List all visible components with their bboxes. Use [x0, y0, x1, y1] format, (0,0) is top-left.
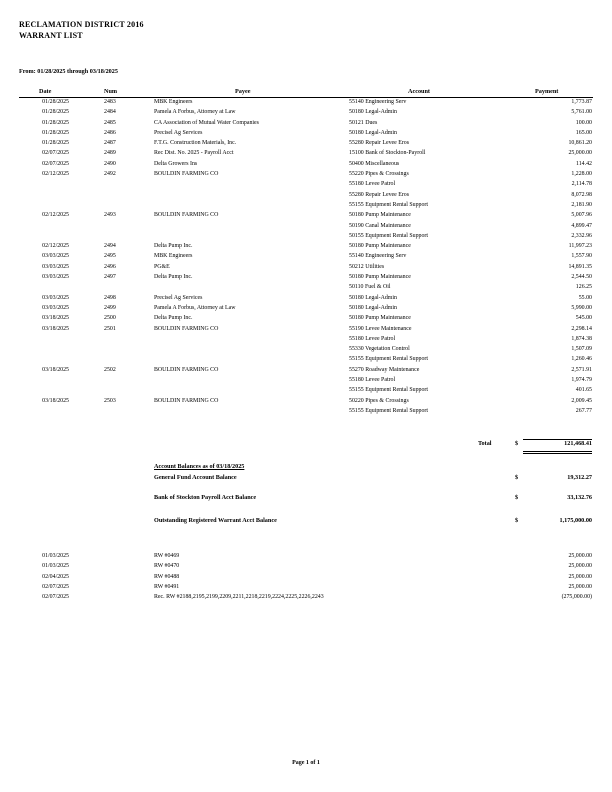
row-payment: 5,007.96 [571, 212, 592, 219]
row-num: 2497 [104, 274, 116, 281]
table-row [0, 396, 612, 406]
row-date: 03/03/2025 [42, 274, 69, 281]
outstanding-balance-currency: $ [515, 517, 519, 524]
row-account: 50180 Pump Maintenance [349, 243, 411, 250]
row-account: 50180 Legal-Admin [349, 109, 397, 116]
general-balance-currency: $ [515, 474, 519, 481]
payroll-balance-row [0, 494, 612, 504]
row-num: 2483 [104, 99, 116, 105]
row-payment: 545.00 [575, 315, 592, 322]
row-account: 55155 Equipment Rental Support [349, 201, 429, 208]
outstanding-value: 25,000.00 [568, 573, 592, 580]
row-payee: Pamela A Forbus, Attorney at Law [154, 304, 236, 311]
row-date: 02/12/2025 [42, 212, 69, 219]
table-row [0, 179, 612, 189]
total-label: Total [478, 440, 492, 447]
col-payment: Payment [535, 88, 559, 95]
row-num: 2487 [104, 140, 116, 147]
outstanding-date: 02/07/2025 [42, 583, 69, 590]
row-num: 2489 [104, 150, 116, 157]
row-payment: 1,974.79 [571, 377, 592, 384]
outstanding-desc: RW #0488 [154, 573, 180, 580]
total-value: 121,468.41 [564, 440, 592, 447]
table-row [0, 148, 612, 158]
row-date: 01/28/2025 [42, 129, 69, 136]
row-account: 55180 Levee Patrol [349, 377, 396, 384]
balances-title: Account Balances as of 03/18/2025 [154, 463, 245, 470]
col-payee: Payee [235, 88, 251, 95]
row-num: 2490 [104, 160, 116, 167]
row-payment: 2,544.50 [571, 274, 592, 281]
row-payment: 401.65 [575, 387, 592, 394]
table-row [0, 138, 612, 148]
row-date: 02/12/2025 [42, 171, 69, 178]
row-payment: 10,861.20 [568, 140, 592, 147]
row-payment: 1,228.00 [571, 171, 592, 178]
outstanding-balance-row [0, 517, 612, 527]
outstanding-value: 25,000.00 [568, 563, 592, 570]
row-num: 2496 [104, 263, 116, 270]
col-date: Date [39, 88, 52, 95]
row-payee: BOULDIN FARMING CO [154, 212, 219, 219]
row-account: 55220 Pipes & Crossings [349, 171, 409, 178]
row-account: 15100 Bank of Stockton-Payroll [349, 150, 426, 157]
outstanding-desc: RW #0469 [154, 553, 180, 559]
row-payee: MBK Engineers [154, 253, 193, 260]
row-payment: 114.42 [576, 160, 592, 167]
row-num: 2500 [104, 315, 116, 322]
table-row [0, 159, 612, 169]
row-account: 50180 Pump Maintenance [349, 315, 411, 322]
row-payment: 5,761.00 [571, 109, 592, 116]
row-payment: 1,773.87 [571, 99, 592, 105]
row-payment: 1,260.46 [571, 356, 592, 363]
row-payee: BOULDIN FARMING CO [154, 397, 219, 404]
payroll-balance-value: 33,132.76 [567, 494, 592, 501]
row-account: 55155 Equipment Rental Support [349, 407, 429, 414]
row-date: 01/28/2025 [42, 140, 69, 147]
outstanding-date: 02/07/2025 [42, 594, 69, 601]
outstanding-value: 25,000.00 [568, 583, 592, 590]
row-account: 55280 Repair Levee Eros [349, 191, 410, 198]
row-num: 2494 [104, 243, 116, 250]
outstanding-value: (275,000.00) [561, 594, 592, 601]
row-account: 50180 Pump Maintenance [349, 274, 411, 281]
col-account: Account [408, 88, 430, 95]
payroll-balance-currency: $ [515, 494, 519, 501]
row-payment: 1,507.09 [571, 346, 592, 353]
date-range: From: 01/28/2025 through 03/18/2025 [19, 68, 118, 75]
row-account: 50110 Fuel & Oil [349, 284, 391, 291]
row-payment: 267.77 [575, 407, 592, 414]
row-payee: CA Association of Mutual Water Companies [154, 119, 259, 126]
general-balance-label: General Fund Account Balance [154, 474, 237, 481]
table-row [0, 200, 612, 210]
row-payee: Pamela A Forbus, Attorney at Law [154, 109, 236, 116]
general-balance-value: 19,312.27 [567, 474, 592, 481]
row-payee: Precisel Ag Services [154, 129, 203, 136]
row-num: 2495 [104, 253, 116, 260]
row-payment: 1,557.90 [571, 253, 592, 260]
document-title: WARRANT LIST [19, 31, 83, 40]
row-account: 55180 Levee Patrol [349, 335, 396, 342]
general-balance-row [0, 474, 612, 484]
page-number: Page 1 of 1 [292, 760, 320, 766]
table-row [0, 313, 612, 323]
row-account: 50180 Legal-Admin [349, 294, 397, 301]
row-date: 01/28/2025 [42, 109, 69, 116]
row-account: 55180 Levee Patrol [349, 181, 396, 188]
col-num: Num [104, 88, 118, 95]
outstanding-row [0, 582, 612, 592]
table-row [0, 365, 612, 375]
row-account: 50212 Utilities [349, 263, 385, 270]
row-date: 02/07/2025 [42, 150, 69, 157]
row-payee: MBK Engineers [154, 99, 193, 105]
outstanding-row [0, 572, 612, 582]
table-row [0, 97, 612, 107]
row-num: 2502 [104, 366, 116, 373]
row-payee: Delta Pump Inc. [154, 315, 193, 322]
row-date: 03/03/2025 [42, 253, 69, 260]
payroll-balance-label: Bank of Stockton Payroll Acct Balance [154, 494, 257, 501]
outstanding-balance-label: Outstanding Registered Warrant Acct Balance [154, 517, 277, 524]
row-date: 01/28/2025 [42, 99, 69, 105]
row-account: 50190 Canal Maintenance [349, 222, 411, 229]
row-account: 55270 Roadway Maintenance [349, 366, 420, 373]
row-payee: Delta Pump Inc. [154, 274, 193, 281]
row-payee: BOULDIN FARMING CO [154, 366, 219, 373]
row-account: 55330 Vegetation Control [349, 346, 410, 353]
table-row [0, 375, 612, 385]
outstanding-warrant-list [0, 551, 612, 602]
warrant-table [0, 97, 612, 416]
row-date: 03/03/2025 [42, 294, 69, 301]
table-row [0, 334, 612, 344]
total-currency: $ [515, 440, 519, 447]
row-payment: 55.00 [578, 294, 592, 301]
row-payment: 2,332.96 [571, 232, 592, 239]
row-payment: 5,990.00 [571, 304, 592, 311]
table-row [0, 128, 612, 138]
table-row [0, 272, 612, 282]
row-payment: 2,298.14 [571, 325, 592, 332]
outstanding-date: 01/03/2025 [42, 563, 69, 570]
row-payee: F.T.G. Construction Materials, Inc. [154, 140, 237, 147]
row-account: 55140 Engineering Serv [349, 99, 407, 105]
row-payment: 2,571.91 [571, 366, 592, 373]
table-row [0, 303, 612, 313]
district-title: RECLAMATION DISTRICT 2016 [19, 20, 144, 29]
row-num: 2492 [104, 171, 116, 178]
row-payment: 165.00 [575, 129, 592, 136]
row-account: 50220 Pipes & Crossings [349, 397, 409, 404]
balances-title-row [0, 463, 612, 473]
table-row [0, 107, 612, 117]
row-account: 50155 Equipment Rental Support [349, 232, 429, 239]
row-payee: Delta Pump Inc. [154, 243, 193, 250]
row-payment: 8,072.98 [571, 191, 592, 198]
row-date: 03/18/2025 [42, 315, 69, 322]
row-account: 55280 Repair Levee Eros [349, 140, 410, 147]
row-account: 50121 Dues [349, 119, 378, 126]
table-row [0, 324, 612, 334]
outstanding-date: 01/03/2025 [42, 553, 69, 559]
row-account: 55155 Equipment Rental Support [349, 356, 429, 363]
row-account: 55155 Equipment Rental Support [349, 387, 429, 394]
outstanding-row [0, 592, 612, 602]
table-row [0, 406, 612, 416]
row-payment: 11,997.23 [568, 243, 592, 250]
table-row [0, 210, 612, 220]
row-payment: 2,009.45 [571, 397, 592, 404]
table-row [0, 231, 612, 241]
total-double-rule [523, 451, 592, 454]
row-account: 50180 Pump Maintenance [349, 212, 411, 219]
table-row [0, 262, 612, 272]
row-payment: 2,114.78 [571, 181, 592, 188]
table-row [0, 118, 612, 128]
row-payment: 2,181.90 [571, 201, 592, 208]
row-account: 50180 Legal-Admin [349, 304, 397, 311]
table-row [0, 241, 612, 251]
row-date: 03/03/2025 [42, 304, 69, 311]
row-num: 2486 [104, 129, 116, 136]
row-date: 01/28/2025 [42, 119, 69, 126]
row-payee: BOULDIN FARMING CO [154, 171, 219, 178]
row-date: 03/18/2025 [42, 325, 69, 332]
row-date: 03/18/2025 [42, 366, 69, 373]
row-num: 2499 [104, 304, 116, 311]
table-row [0, 354, 612, 364]
row-num: 2501 [104, 325, 116, 332]
row-date: 02/07/2025 [42, 160, 69, 167]
row-payment: 14,891.35 [568, 263, 592, 270]
row-payment: 25,000.00 [568, 150, 592, 157]
outstanding-balance-value: 1,175,000.00 [559, 517, 592, 524]
outstanding-desc: RW #0491 [154, 583, 180, 590]
table-row [0, 190, 612, 200]
total-row [0, 440, 612, 450]
row-num: 2498 [104, 294, 116, 301]
table-row [0, 385, 612, 395]
outstanding-row [0, 551, 612, 561]
row-payment: 100.00 [575, 119, 592, 126]
row-payee: Precisel Ag Services [154, 294, 203, 301]
row-payee: PG&E [154, 263, 170, 270]
table-row [0, 251, 612, 261]
row-payee: Delta Growers Ins [154, 160, 198, 167]
row-num: 2493 [104, 212, 116, 219]
outstanding-date: 02/04/2025 [42, 573, 69, 580]
outstanding-desc: RW #0470 [154, 563, 180, 570]
outstanding-desc: Rec. RW #2188,2195,2199,2209,2211,2218,2219,2224,2225,2226,2243 [154, 594, 324, 601]
outstanding-value: 25,000.00 [568, 553, 592, 559]
table-row [0, 282, 612, 292]
outstanding-row [0, 561, 612, 571]
row-account: 55140 Engineering Serv [349, 253, 407, 260]
row-account: 50180 Legal-Admin [349, 129, 397, 136]
row-payment: 1,874.38 [571, 335, 592, 342]
row-num: 2503 [104, 397, 116, 404]
row-payee: BOULDIN FARMING CO [154, 325, 219, 332]
table-row [0, 221, 612, 231]
row-date: 03/18/2025 [42, 397, 69, 404]
table-row [0, 344, 612, 354]
row-account: 55190 Levee Maintenance [349, 325, 412, 332]
row-account: 50400 Miscellaneous [349, 160, 400, 167]
row-date: 03/03/2025 [42, 263, 69, 270]
row-payee: Rec Dist. No. 2025 - Payroll Acct [154, 150, 234, 157]
row-date: 02/12/2025 [42, 243, 69, 250]
row-num: 2485 [104, 119, 116, 126]
table-row [0, 169, 612, 179]
row-num: 2484 [104, 109, 116, 116]
row-payment: 126.25 [575, 284, 592, 291]
table-row [0, 293, 612, 303]
row-payment: 4,899.47 [571, 222, 592, 229]
